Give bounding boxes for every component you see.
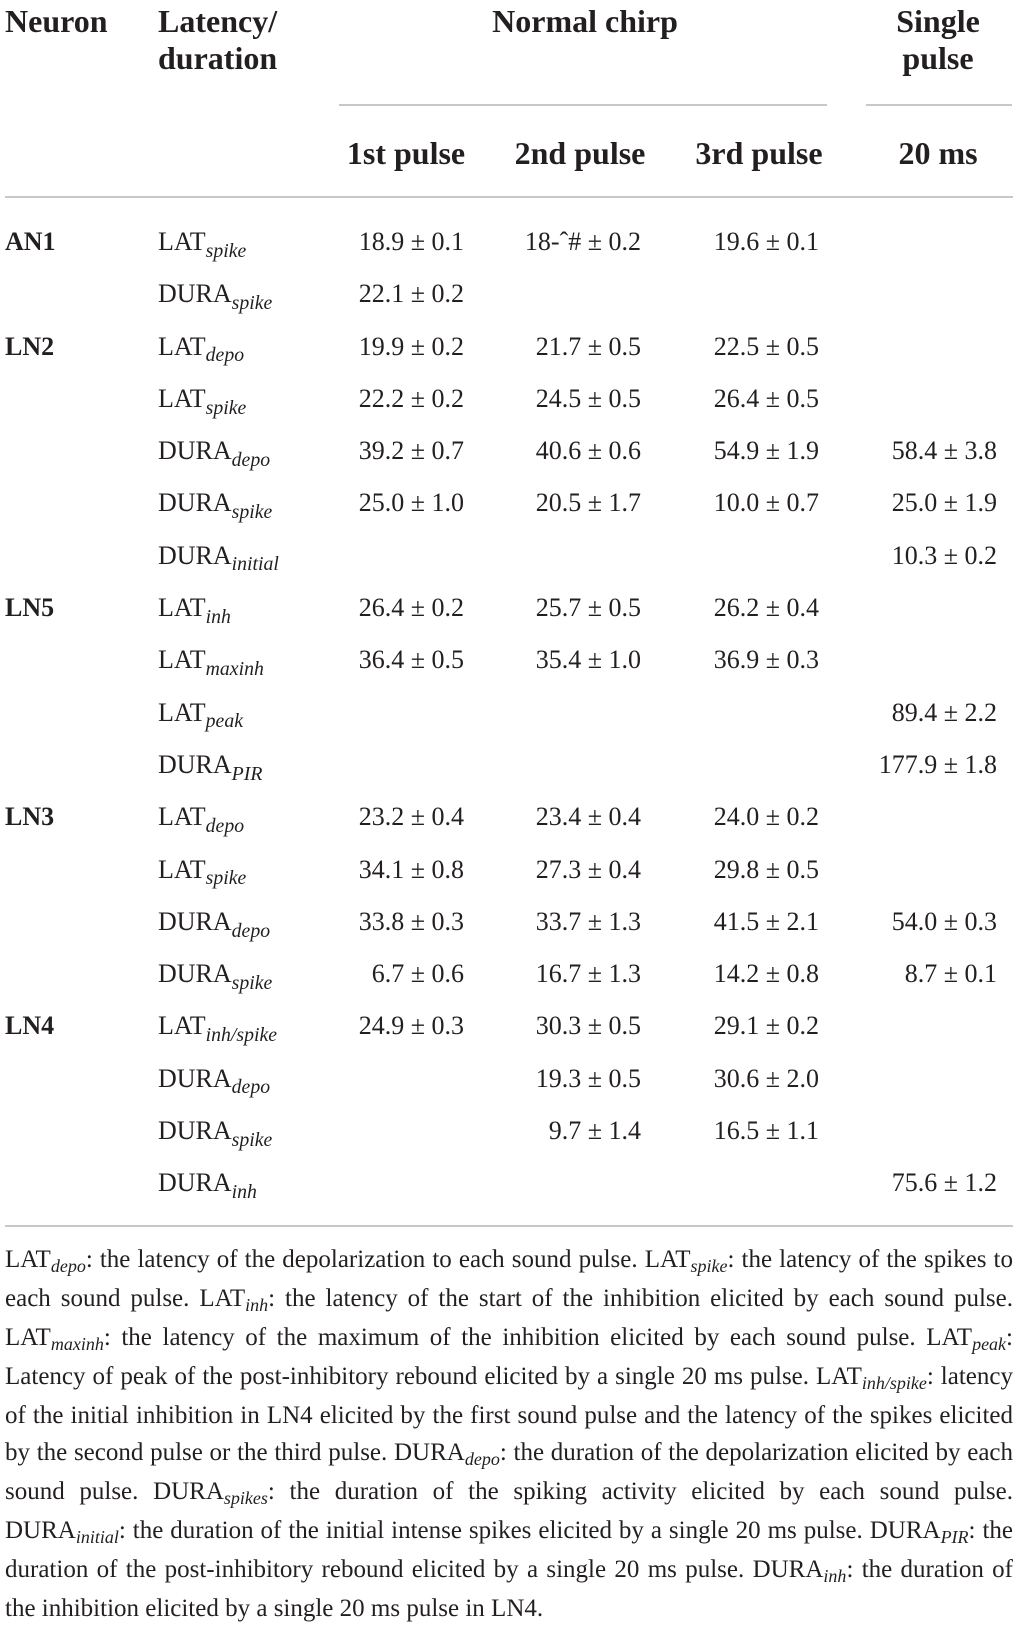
- measure-subscript: depo: [231, 448, 271, 471]
- first-pulse-header: 1st pulse: [346, 135, 466, 171]
- neuron-cell: AN1: [5, 227, 56, 256]
- measure-name: DURA: [158, 436, 232, 466]
- measure-label: [158, 1000, 277, 1052]
- measure-label: [158, 530, 279, 582]
- third-pulse-value: 10.0 ± 0.7: [713, 488, 819, 518]
- footnote-subscript: initial: [75, 1527, 119, 1548]
- measure-subscript: spike: [205, 867, 247, 890]
- second-pulse-value: 35.4 ± 1.0: [535, 645, 641, 675]
- measure-label: [158, 948, 272, 1000]
- footnote-subscript: PIR: [940, 1527, 969, 1548]
- second-pulse-header: 2nd pulse: [514, 135, 646, 171]
- first-pulse-value: 36.4 ± 0.5: [358, 645, 464, 675]
- measure-name: LAT: [158, 227, 206, 256]
- table-row: [0, 477, 1017, 529]
- third-pulse-value: 22.5 ± 0.5: [713, 331, 819, 361]
- second-pulse-value: 20.5 ± 1.7: [535, 488, 641, 518]
- single-pulse-header: [868, 3, 1008, 77]
- measure-subscript: spike: [231, 501, 273, 524]
- measure-label: [158, 1105, 272, 1157]
- table-footnote: [5, 1241, 1013, 1627]
- second-pulse-value: 24.5 ± 0.5: [535, 383, 641, 413]
- measure-subscript: peak: [205, 710, 243, 733]
- footnote-subscript: peak: [972, 1334, 1007, 1355]
- single-pulse-value: 25.0 ± 1.9: [891, 488, 997, 518]
- measure-subscript: spike: [231, 971, 273, 994]
- single-pulse-value: 8.7 ± 0.1: [904, 959, 997, 989]
- measure-subscript: depo: [231, 1076, 271, 1099]
- second-pulse-value: 21.7 ± 0.5: [535, 331, 641, 361]
- footnote-term: DURA: [5, 1517, 76, 1544]
- first-pulse-value: 24.9 ± 0.3: [358, 1011, 464, 1041]
- table-row: [0, 1053, 1017, 1105]
- table-row: [0, 268, 1017, 320]
- table-row: [0, 373, 1017, 425]
- footnote-entry: [5, 1246, 638, 1277]
- footnote-definition: : the duration of the spiking activity elicited by each sound pulse.: [267, 1478, 1013, 1505]
- footnote-term: LAT: [5, 1324, 51, 1351]
- third-pulse-value: 36.9 ± 0.3: [713, 645, 819, 675]
- measure-label: [158, 1053, 270, 1105]
- measure-name: LAT: [158, 802, 206, 832]
- table-row: [0, 425, 1017, 477]
- measure-subscript: inh: [205, 605, 231, 628]
- latency-header-line1: Latency/: [158, 3, 278, 39]
- neuron-cell: LN5: [5, 593, 55, 623]
- measure-subscript: spike: [231, 292, 273, 314]
- footnote-term: LAT: [5, 1246, 51, 1273]
- measure-subscript: inh: [231, 1181, 257, 1204]
- measure-label: [158, 425, 270, 477]
- single-pulse-value: 10.3 ± 0.2: [891, 540, 997, 570]
- single-pulse-header-line2: pulse: [902, 40, 974, 76]
- measure-label: [158, 477, 272, 529]
- footnote-subscript: maxinh: [50, 1334, 104, 1355]
- measure-name: DURA: [158, 540, 232, 570]
- measure-subscript: depo: [205, 344, 245, 367]
- single-pulse-value: 58.4 ± 3.8: [891, 436, 997, 466]
- footnote-term: DURA: [752, 1556, 824, 1583]
- footnote-term: LAT: [199, 1285, 246, 1312]
- table-row: [0, 1105, 1017, 1157]
- footnote-entry: [153, 1478, 1013, 1509]
- footnote-entry: [5, 1324, 916, 1355]
- measure-label: [158, 268, 272, 320]
- first-pulse-value: 39.2 ± 0.7: [358, 436, 464, 466]
- footnote-term: LAT: [816, 1363, 862, 1390]
- second-pulse-value: 18-ˆ# ± 0.2: [524, 227, 641, 256]
- measure-label: [158, 216, 246, 268]
- first-pulse-value: 18.9 ± 0.1: [358, 227, 464, 256]
- footnote-definition: : the latency of the spikes to each sound pulse.: [5, 1246, 1014, 1312]
- single-pulse-value: 89.4 ± 2.2: [891, 697, 997, 727]
- second-pulse-value: 30.3 ± 0.5: [535, 1011, 641, 1041]
- table-row: [0, 321, 1017, 373]
- second-pulse-value: 9.7 ± 1.4: [548, 1116, 641, 1146]
- footnote-subscript: inh: [245, 1295, 269, 1316]
- table-row: [0, 739, 1017, 791]
- footnote-definition: : the duration of the depolarization elicited by each sound pulse.: [5, 1439, 1014, 1505]
- normal-chirp-header: Normal chirp: [492, 3, 678, 39]
- neuron-header: Neuron: [5, 3, 108, 39]
- table-top-rule: [5, 196, 1013, 198]
- neuron-cell: LN2: [5, 331, 55, 361]
- footnote-subscript: spikes: [223, 1488, 268, 1509]
- table-row: [0, 687, 1017, 739]
- measure-name: LAT: [158, 593, 206, 623]
- third-pulse-value: 26.2 ± 0.4: [713, 593, 819, 623]
- measure-name: LAT: [158, 383, 206, 413]
- first-pulse-value: 34.1 ± 0.8: [358, 854, 464, 884]
- footnote-entry: [199, 1285, 1013, 1316]
- third-pulse-value: 30.6 ± 2.0: [713, 1063, 819, 1093]
- twenty-ms-header: 20 ms: [898, 135, 978, 171]
- measure-label: [158, 634, 264, 686]
- table-row: [0, 216, 1017, 268]
- footnote-definition: : latency of the initial inhibition in LN4 elicited by the first sound pulse and the latency of the spikes elicited by the second pulse or the third pulse.: [5, 1363, 1013, 1466]
- first-pulse-value: 22.1 ± 0.2: [358, 279, 464, 309]
- measure-subscript: PIR: [231, 762, 263, 785]
- second-pulse-value: 40.6 ± 0.6: [535, 436, 641, 466]
- second-pulse-value: 16.7 ± 1.3: [535, 959, 641, 989]
- measure-label: [158, 739, 262, 791]
- first-pulse-value: 26.4 ± 0.2: [358, 593, 464, 623]
- single-pulse-header-line1: Single: [896, 3, 980, 39]
- table-body: [0, 216, 1017, 1210]
- second-pulse-value: 23.4 ± 0.4: [535, 802, 641, 832]
- measure-subscript: depo: [205, 814, 245, 837]
- third-pulse-value: 26.4 ± 0.5: [713, 383, 819, 413]
- third-pulse-value: 29.8 ± 0.5: [713, 854, 819, 884]
- table-row: [0, 844, 1017, 896]
- third-pulse-value: 41.5 ± 2.1: [713, 906, 819, 936]
- footnote-subscript: depo: [464, 1449, 500, 1470]
- measure-name: LAT: [158, 854, 206, 884]
- footnote-subscript: inh: [823, 1566, 847, 1587]
- first-pulse-value: 19.9 ± 0.2: [358, 331, 464, 361]
- footnote-term: LAT: [926, 1324, 973, 1351]
- table-row: [0, 634, 1017, 686]
- single-pulse-header-rule: [866, 104, 1012, 106]
- third-pulse-header: 3rd pulse: [695, 135, 823, 171]
- table-row: [0, 791, 1017, 843]
- third-pulse-value: 24.0 ± 0.2: [713, 802, 819, 832]
- first-pulse-value: 22.2 ± 0.2: [358, 383, 464, 413]
- neuron-cell: LN3: [5, 802, 55, 832]
- table-row: [0, 582, 1017, 634]
- measure-label: [158, 321, 244, 373]
- measure-name: LAT: [158, 331, 206, 361]
- footnote-entry: [5, 1517, 863, 1548]
- measure-subscript: depo: [231, 919, 271, 942]
- footnote-term: DURA: [394, 1439, 465, 1466]
- measure-name: DURA: [158, 1063, 232, 1093]
- footnote-definition: : the duration of the post-inhibitory rebound elicited by a single 20 ms pulse.: [5, 1517, 1013, 1583]
- footnote-definition: : the duration of the initial intense spikes elicited by a single 20 ms pulse.: [118, 1517, 863, 1544]
- second-pulse-value: 25.7 ± 0.5: [535, 593, 641, 623]
- latency-duration-header: [158, 3, 277, 77]
- measure-name: DURA: [158, 906, 232, 936]
- table-bottom-rule: [5, 1225, 1013, 1227]
- third-pulse-value: 29.1 ± 0.2: [713, 1011, 819, 1041]
- measure-name: DURA: [158, 1116, 232, 1146]
- latency-header-line2: duration: [158, 40, 278, 76]
- single-pulse-value: 75.6 ± 1.2: [891, 1168, 997, 1198]
- measure-name: DURA: [158, 488, 232, 518]
- measure-label: [158, 1157, 257, 1209]
- table-row: [0, 1000, 1017, 1052]
- table-row: [0, 896, 1017, 948]
- measure-label: [158, 582, 231, 634]
- footnote-term: DURA: [153, 1478, 224, 1505]
- measure-name: LAT: [158, 697, 206, 727]
- measure-subscript: spike: [205, 396, 247, 419]
- table-row: [0, 530, 1017, 582]
- footnote-definition: : the duration of the inhibition elicited by a single 20 ms pulse in LN4.: [5, 1556, 1014, 1622]
- measure-name: LAT: [158, 645, 206, 675]
- footnote-definition: : the latency of the start of the inhibition elicited by each sound pulse.: [268, 1285, 1013, 1312]
- measure-name: DURA: [158, 279, 232, 309]
- footnote-definition: : the latency of the maximum of the inhibition elicited by each sound pulse.: [103, 1324, 916, 1351]
- measure-subscript: spike: [231, 1128, 273, 1151]
- measure-label: [158, 896, 270, 948]
- second-pulse-value: 27.3 ± 0.4: [535, 854, 641, 884]
- measure-subscript: inh/spike: [205, 1024, 277, 1047]
- first-pulse-value: 25.0 ± 1.0: [358, 488, 464, 518]
- third-pulse-value: 54.9 ± 1.9: [713, 436, 819, 466]
- footnote-term: DURA: [869, 1517, 941, 1544]
- measure-label: [158, 844, 246, 896]
- measure-label: [158, 791, 244, 843]
- footnote-definition: : the latency of the depolarization to each sound pulse.: [85, 1246, 638, 1273]
- second-pulse-value: 33.7 ± 1.3: [535, 906, 641, 936]
- third-pulse-value: 19.6 ± 0.1: [713, 227, 819, 256]
- second-pulse-value: 19.3 ± 0.5: [535, 1063, 641, 1093]
- third-pulse-value: 14.2 ± 0.8: [713, 959, 819, 989]
- measure-name: DURA: [158, 959, 232, 989]
- measure-name: LAT: [158, 1011, 206, 1041]
- single-pulse-value: 54.0 ± 0.3: [891, 906, 997, 936]
- measure-subscript: spike: [205, 239, 247, 262]
- table-row: [0, 1157, 1017, 1209]
- third-pulse-value: 16.5 ± 1.1: [713, 1116, 819, 1146]
- footnote-subscript: depo: [50, 1256, 86, 1277]
- measure-subscript: maxinh: [205, 658, 264, 681]
- first-pulse-value: 33.8 ± 0.3: [358, 906, 464, 936]
- neuron-cell: LN4: [5, 1011, 55, 1041]
- table-row: [0, 948, 1017, 1000]
- measure-name: DURA: [158, 1168, 232, 1198]
- single-pulse-value: 177.9 ± 1.8: [878, 749, 997, 779]
- measure-label: [158, 373, 246, 425]
- measure-name: DURA: [158, 749, 232, 779]
- footnote-definition: : Latency of peak of the post-inhibitory rebound elicited by a single 20 ms pulse.: [5, 1324, 1013, 1390]
- footnote-term: LAT: [644, 1246, 691, 1273]
- normal-chirp-header-rule: [339, 104, 827, 106]
- first-pulse-value: 23.2 ± 0.4: [358, 802, 464, 832]
- first-pulse-value: 6.7 ± 0.6: [371, 959, 464, 989]
- measure-label: [158, 687, 243, 739]
- footnote-subscript: spike: [690, 1256, 728, 1277]
- footnote-subscript: inh/spike: [861, 1373, 927, 1394]
- measure-subscript: initial: [231, 553, 279, 576]
